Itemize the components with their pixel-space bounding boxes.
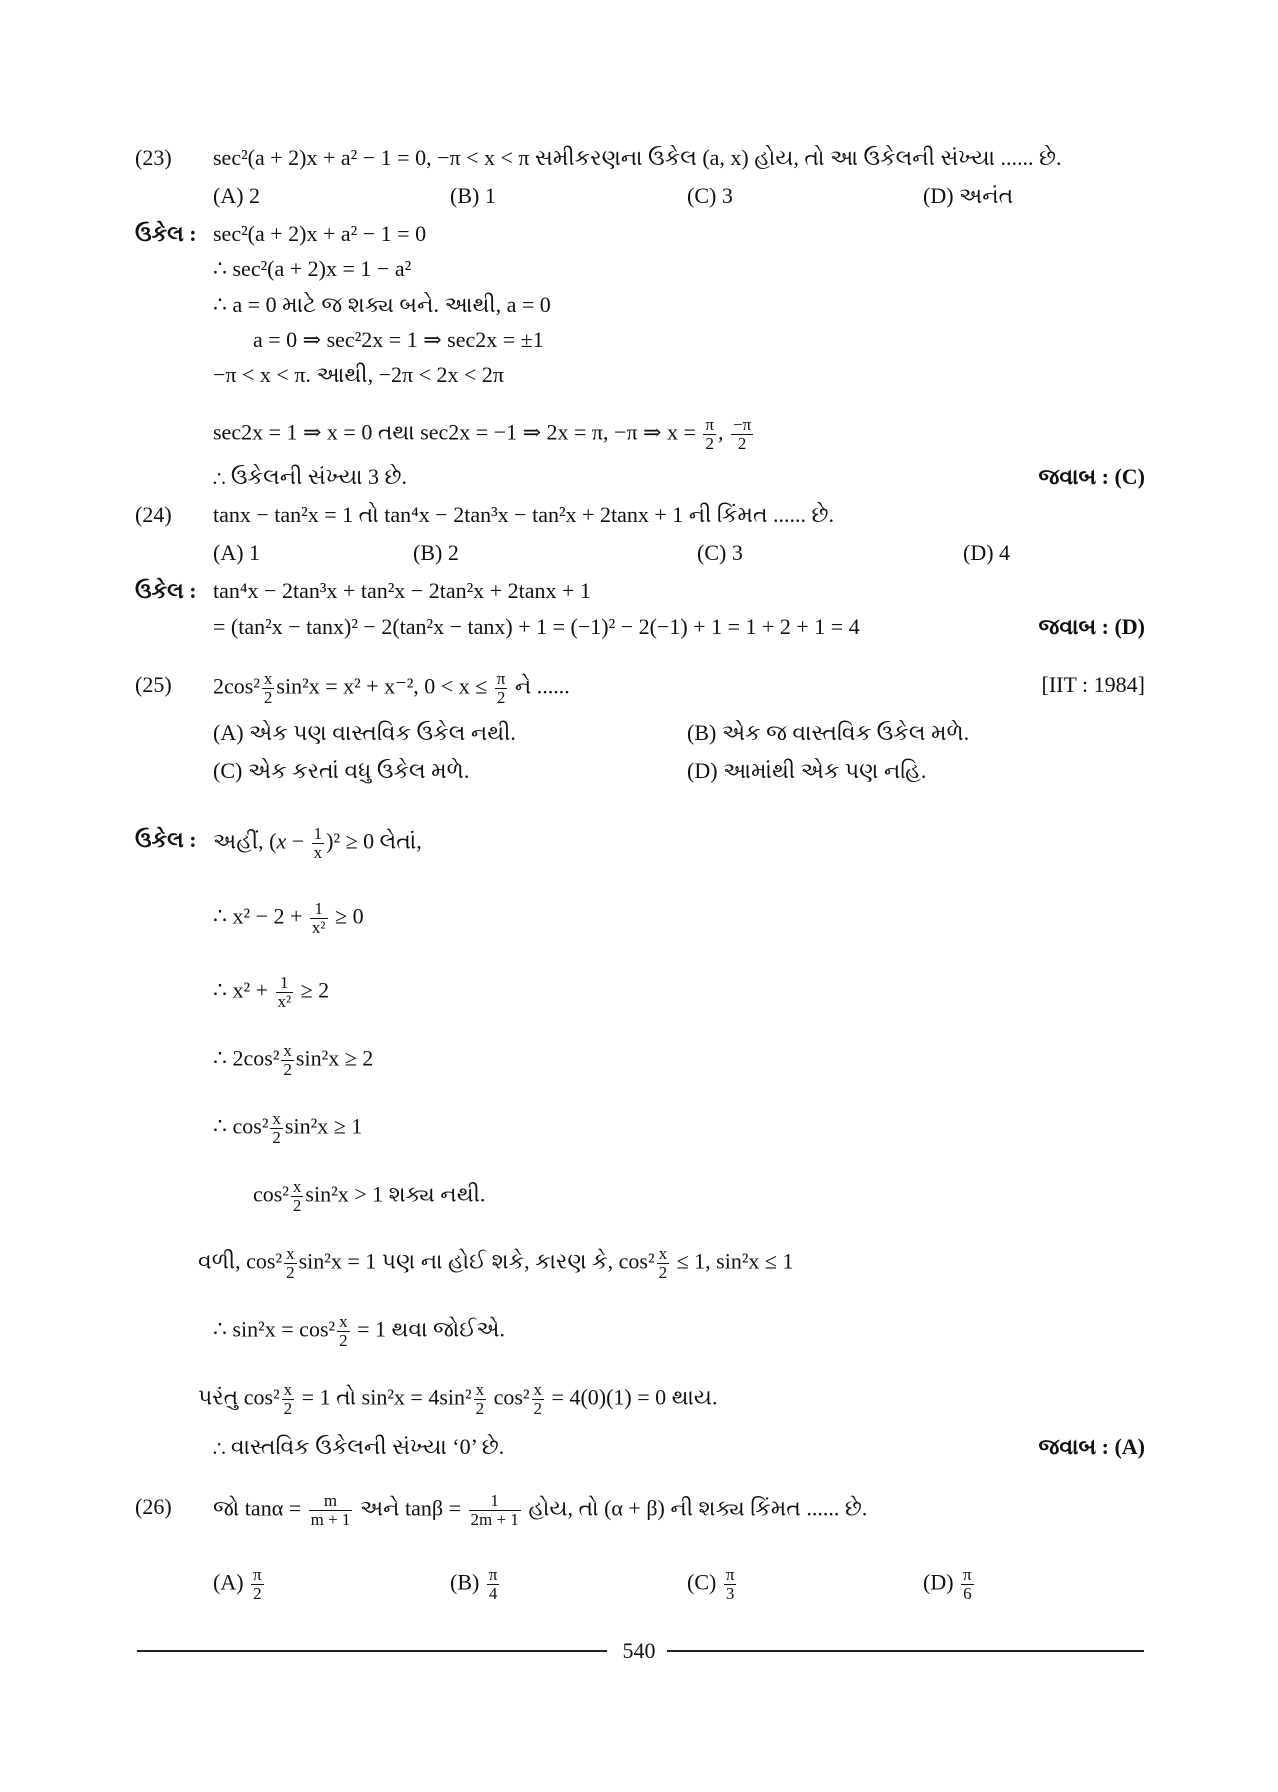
q25-sol-line-1: ∴ x² − 2 + $\frac{1}{\text{x²}}$ ≥ 0 <box>213 899 364 937</box>
q26-option-c: (C) $\frac{\pi}{3}$ <box>687 1565 735 1603</box>
q23-sol-line-6: sec2x = 1 ⇒ x = 0 તથા sec2x = −1 ⇒ 2x = π, −π ⇒ x = $\frac{\pi}{2}$ , $\frac{-\pi}{2}$ <box>213 415 752 453</box>
q26-option-a: (A) $\frac{\pi}{2}$ <box>213 1565 262 1603</box>
q24-sol-line-1: tan⁴x − 2tan³x + tan²x − 2tan²x + 2tanx + 1 <box>213 578 591 603</box>
q24-sol-line-2: = (tan²x − tanx)² − 2(tan²x − tanx) + 1 = (−1)² − 2(−1) + 1 = 1 + 2 + 1 = 4 <box>213 614 860 639</box>
q23-question: sec²(a + 2)x + a² − 1 = 0, −π < x < π સમીકરણના ઉકેલ (a, x) હોય, તો આ ઉકેલની સંખ્યા ...... છે. <box>213 145 1062 170</box>
q23-sol-line-3: ∴ a = 0 માટે જ શક્ય બને. આથી, a = 0 <box>213 292 551 317</box>
q23-sol-line-2: ∴ sec²(a + 2)x = 1 − a² <box>213 256 412 281</box>
q25-solution-label: ઉકેલ : <box>135 827 197 852</box>
q24-solution-label: ઉકેલ : <box>135 578 197 603</box>
q24-answer: જવાબ : (D) <box>1038 614 1145 639</box>
q25-frac-x-2-l4: $\frac{x}{2}$ <box>272 1109 281 1147</box>
q25-frac-x-2-l8c: $\frac{x}{2}$ <box>533 1380 543 1418</box>
q23-sol-line-4: a = 0 ⇒ sec²2x = 1 ⇒ sec2x = ±1 <box>253 327 544 352</box>
q25-frac-x-2-l8a: $\frac{x}{2}$ <box>283 1380 293 1418</box>
page-number: 540 <box>0 1636 1278 1666</box>
q25-source: [IIT : 1984] <box>1041 672 1145 697</box>
q26-question: જો tanα = $\frac{m}{m + 1}$ અને tanβ = $\frac{1}{2m + 1}$ હોય, તો (α + β) ની શક્ય કિંમત ...... છે. <box>213 1491 868 1529</box>
q23-solution-label: ઉકેલ : <box>135 221 197 246</box>
q25-option-d: (D) આમાંથી એક પણ નહિ. <box>687 758 927 783</box>
q24-question: tanx − tan²x = 1 તો tan⁴x − 2tan³x − tan²x + 2tanx + 1 ની કિંમત ...... છે. <box>213 502 835 527</box>
q25-frac-1-x: $\frac{1}{x}$ <box>313 824 323 862</box>
q23-option-c: (C) 3 <box>687 183 733 208</box>
q25-frac-x-2-l3: $\frac{x}{2}$ <box>283 1041 292 1079</box>
q25-sol-line-7: ∴ sin²x = cos² $\frac{x}{2}$ = 1 થવા જોઈએ. <box>213 1312 505 1350</box>
q26-option-b: (B) $\frac{\pi}{4}$ <box>450 1565 498 1603</box>
q24-option-c: (C) 3 <box>697 540 743 565</box>
q23-frac-neg-pi-2: $\frac{-\pi}{2}$ <box>733 415 752 453</box>
q23-answer: જવાબ : (C) <box>1038 464 1145 489</box>
q25-frac-1-x2-b: $\frac{1}{\text{x²}}$ <box>277 973 292 1011</box>
q26-frac-m-m1: $\frac{m}{m + 1}$ <box>310 1491 351 1529</box>
q25-answer: જવાબ : (A) <box>1038 1434 1145 1459</box>
q24-option-a: (A) 1 <box>213 540 261 565</box>
q25-option-b: (B) એક જ વાસ્તવિક ઉકેલ મળે. <box>687 720 970 745</box>
q23-sol-line-1: sec²(a + 2)x + a² − 1 = 0 <box>213 221 427 246</box>
q25-question: 2cos² $\frac{x}{2}$ sin²x = x² + x⁻², 0 < x ≤ $\frac{\pi}{2}$ ને ...... <box>213 669 570 707</box>
q25-number: (25) <box>135 672 172 697</box>
q25-sol-line-9: ∴ વાસ્તવિક ઉકેલની સંખ્યા ‘0’ છે. <box>213 1434 505 1459</box>
q25-sol-line-4: ∴ cos² $\frac{x}{2}$ sin²x ≥ 1 <box>213 1109 363 1147</box>
q23-sol-line-5: −π < x < π. આથી, −2π < 2x < 2π <box>213 362 505 387</box>
q23-option-b: (B) 1 <box>450 183 496 208</box>
q24-option-d: (D) 4 <box>963 540 1011 565</box>
q25-frac-x-2-l6b: $\frac{x}{2}$ <box>658 1244 668 1282</box>
q25-option-c: (C) એક કરતાં વધુ ઉકેલ મળે. <box>213 758 470 783</box>
q25-sol-line-8: પરંતુ cos² $\frac{x}{2}$ = 1 તો sin²x = 4sin² $\frac{x}{2}$ cos² $\frac{x}{2}$ = 4(0)(1) = 0 થાય. <box>198 1380 718 1418</box>
q23-frac-pi-2: $\frac{\pi}{2}$ <box>705 415 714 453</box>
q24-number: (24) <box>135 502 172 527</box>
q23-option-a: (A) 2 <box>213 183 261 208</box>
q26-option-d: (D) $\frac{\pi}{6}$ <box>923 1565 972 1603</box>
q25-sol-line-2: ∴ x² + $\frac{1}{\text{x²}}$ ≥ 2 <box>213 973 330 1011</box>
q25-frac-x-2-l7: $\frac{x}{2}$ <box>339 1312 348 1350</box>
q25-frac-x-2: $\frac{x}{2}$ <box>263 669 273 707</box>
q25-sol-line-6: વળી, cos² $\frac{x}{2}$ sin²x = 1 પણ ના હોઈ શકે, કારણ કે, cos² $\frac{x}{2}$ ≤ 1, sin²x ≤ 1 <box>198 1244 794 1282</box>
q23-number: (23) <box>135 145 172 170</box>
q26-frac-1-2m1: $\frac{1}{2m + 1}$ <box>470 1491 519 1529</box>
q25-frac-x-2-l8b: $\frac{x}{2}$ <box>475 1380 485 1418</box>
q25-frac-x-2-l5: $\frac{x}{2}$ <box>292 1177 302 1215</box>
q25-sol-line-5: cos² $\frac{x}{2}$ sin²x > 1 શક્ય નથી. <box>253 1177 486 1215</box>
q23-sol-line-7: ∴ ઉકેલની સંખ્યા 3 છે. <box>213 464 407 489</box>
q26-number: (26) <box>135 1494 172 1519</box>
q25-sol-line-0: અહીં, (x − $\frac{1}{x}$ )² ≥ 0 લેતાં, <box>213 824 422 862</box>
q25-frac-1-x2-a: $\frac{1}{\text{x²}}$ <box>311 899 326 937</box>
q25-sol-line-3: ∴ 2cos² $\frac{x}{2}$ sin²x ≥ 2 <box>213 1041 374 1079</box>
q23-option-d: (D) અનંત <box>923 183 1014 208</box>
q25-frac-pi-2: $\frac{\pi}{2}$ <box>496 669 506 707</box>
q25-frac-x-2-l6a: $\frac{x}{2}$ <box>286 1244 295 1282</box>
q24-option-b: (B) 2 <box>413 540 459 565</box>
q23-sol-line-6-text: sec2x = 1 ⇒ x = 0 તથા sec2x = −1 ⇒ 2x = π, −π ⇒ x = <box>213 419 696 445</box>
q25-option-a: (A) એક પણ વાસ્તવિક ઉકેલ નથી. <box>213 720 516 745</box>
